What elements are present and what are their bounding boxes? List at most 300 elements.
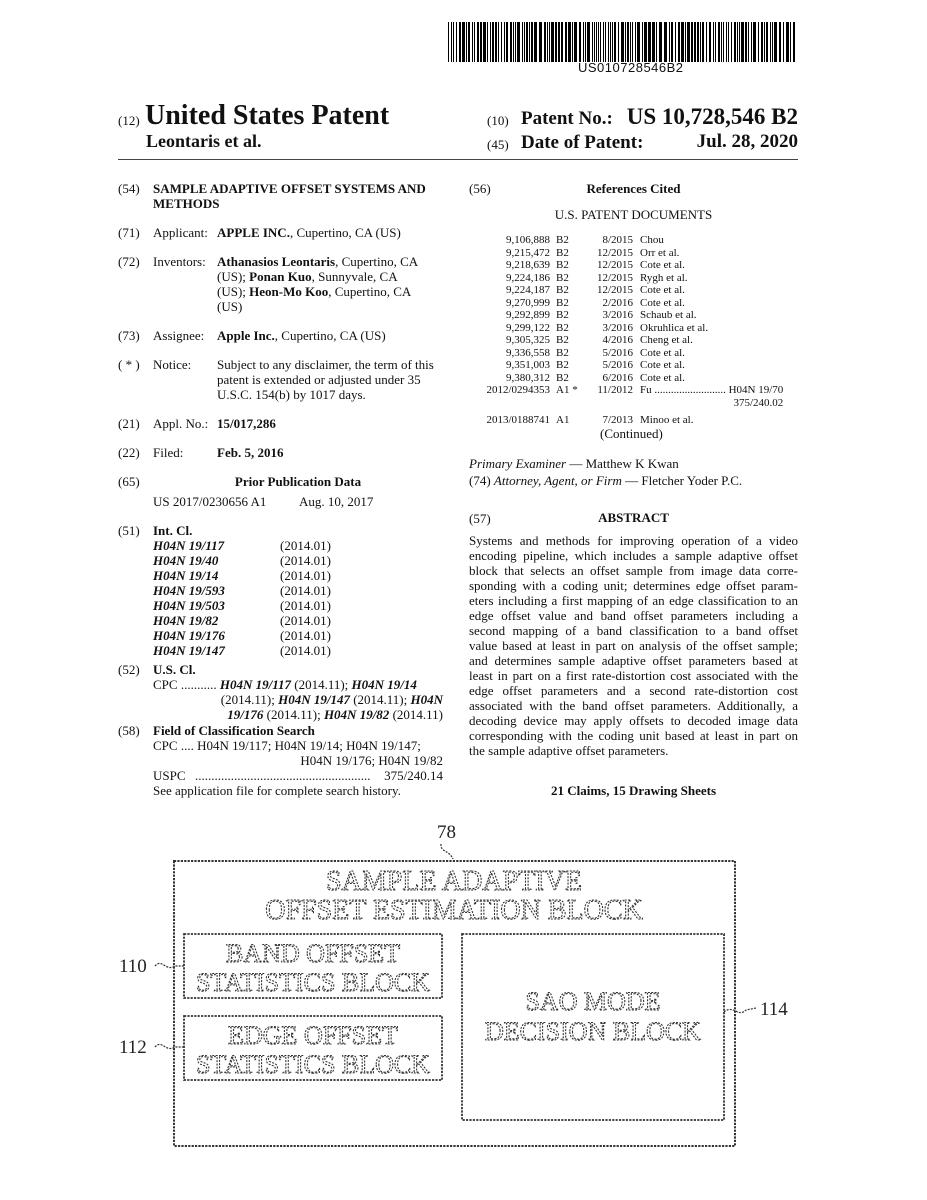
- prior-pub-heading: Prior Publication Data: [234, 474, 362, 489]
- code-57: (57): [469, 511, 491, 526]
- abstract-line: eters including a first mapping of an edge classification to an: [469, 593, 798, 608]
- applicant: [217, 225, 401, 240]
- reference-row: [469, 397, 783, 410]
- barcode-bar: [551, 22, 554, 62]
- barcode-bar: [487, 22, 488, 62]
- reference-name: Cote et al.: [640, 346, 685, 359]
- int-cl-row: [153, 613, 331, 628]
- abstract-line: edge offset value and band offset parameters including a: [469, 608, 798, 623]
- inventor-line-1: [217, 254, 418, 269]
- abstract-body: [469, 533, 798, 758]
- inventor-line-3: [217, 284, 411, 299]
- barcode-bar: [748, 22, 749, 62]
- barcode-bar: [774, 22, 777, 62]
- barcode-bar: [741, 22, 744, 62]
- reference-number: 2013/0188741: [486, 414, 550, 426]
- ref-114-label: 114: [760, 999, 788, 1020]
- reference-number: 9,299,122: [506, 321, 550, 334]
- reference-name: Cote et al.: [640, 259, 685, 271]
- reference-date: 11/2012: [597, 384, 633, 396]
- reference-date: [596, 397, 633, 410]
- barcode-bar: [764, 22, 765, 62]
- int-cl-version: (2014.01): [280, 643, 331, 658]
- assignee-location: , Cupertino, CA (US): [274, 328, 386, 343]
- reference-row: [469, 409, 783, 427]
- barcode-bar: [506, 22, 508, 62]
- reference-date: 6/2016: [602, 371, 633, 384]
- inventor-2-location: , Sunnyvale, CA: [311, 269, 398, 284]
- barcode-bar: [462, 22, 465, 62]
- barcode-bar: [648, 22, 651, 62]
- inventors-label: Inventors:: [153, 254, 206, 269]
- reference-kind: B2: [556, 334, 569, 346]
- abstract-line: corresponding with the coding unit based at least in part on: [469, 728, 798, 743]
- barcode-bar: [745, 22, 747, 62]
- reference-number: 9,224,186: [506, 271, 550, 284]
- reference-kind: B2: [556, 359, 569, 371]
- barcode-bar: [490, 22, 491, 62]
- code-45: (45): [487, 137, 509, 152]
- references-table: [469, 234, 783, 427]
- title-line-1: SAMPLE ADAPTIVE OFFSET SYSTEMS AND: [153, 181, 426, 196]
- reference-date: 4/2016: [602, 334, 633, 346]
- reference-row: [469, 359, 783, 372]
- leader-line-112: [155, 1044, 184, 1048]
- barcode-bar: [448, 22, 449, 62]
- barcode-bar: [547, 22, 548, 62]
- reference-name: Fu .......................... H04N 19/70: [640, 384, 784, 396]
- references-subheading: U.S. PATENT DOCUMENTS: [554, 207, 713, 222]
- examiner-label: Primary Examiner: [469, 456, 567, 471]
- abstract-line: block that selects an offset sample from image data corre-: [469, 563, 798, 578]
- edge-block-title-2: STATISTICS BLOCK: [195, 1050, 431, 1079]
- barcode-bar: [453, 22, 454, 62]
- reference-kind: [550, 397, 596, 410]
- inventor-2-prefix: (US);: [217, 269, 250, 284]
- int-cl-version: (2014.01): [280, 538, 331, 553]
- barcode-bar: [561, 22, 563, 62]
- ref-112-label: 112: [119, 1037, 147, 1058]
- barcode-bar: [715, 22, 716, 62]
- reference-kind: B2: [556, 284, 569, 296]
- barcode-bar: [625, 22, 626, 62]
- appl-no: 15/017,286: [217, 416, 276, 431]
- cpc-line-1: [153, 677, 443, 692]
- int-cl-code: H04N 19/14: [153, 568, 219, 583]
- barcode-bar: [671, 22, 673, 62]
- references-heading: References Cited: [586, 181, 681, 196]
- int-cl-code: H04N 19/147: [153, 643, 225, 658]
- barcode-bar: [721, 22, 722, 62]
- reference-number: [469, 397, 550, 410]
- cpc-line-2: [153, 692, 443, 707]
- barcode-bar: [697, 22, 699, 62]
- applicant-label: Applicant:: [153, 225, 208, 240]
- barcode-bar: [592, 22, 593, 62]
- reference-number: 9,351,003: [506, 359, 550, 371]
- barcode-bar: [608, 22, 609, 62]
- edge-block-title-1: EDGE OFFSET: [228, 1021, 398, 1050]
- abstract-line: encoding pipeline, which includes a sample adaptive offset: [469, 548, 798, 563]
- reference-date: 8/2015: [602, 234, 633, 246]
- barcode-bar: [466, 22, 467, 62]
- leader-line-114: [724, 1008, 756, 1013]
- abstract-heading: ABSTRACT: [598, 510, 669, 525]
- inventor-3-name: Heon-Mo Koo: [249, 284, 329, 299]
- document-type: United States Patent: [145, 100, 390, 131]
- cpc-line-3: [153, 707, 443, 722]
- barcode-bar: [501, 22, 502, 62]
- barcode-bar: [753, 22, 756, 62]
- int-cl-row: [153, 538, 331, 553]
- int-cl-row: [153, 643, 331, 658]
- barcode-bar: [644, 22, 647, 62]
- barcode-bar: [723, 22, 724, 62]
- inventor-2-name: Ponan Kuo: [249, 269, 312, 284]
- reference-row: [469, 259, 783, 272]
- notice-label: Notice:: [153, 357, 192, 372]
- notice-line-3: U.S.C. 154(b) by 1017 days.: [217, 387, 366, 402]
- references-continued: (Continued): [600, 426, 663, 441]
- cpc-version: (2014.11): [389, 707, 443, 722]
- barcode-bar: [492, 22, 494, 62]
- barcode-bar: [675, 22, 676, 62]
- reference-date: 2/2016: [602, 296, 633, 309]
- inventor-short: Leontaris et al.: [146, 131, 262, 151]
- reference-number: 9,380,312: [506, 371, 550, 384]
- int-cl-code: H04N 19/82: [153, 613, 219, 628]
- int-cl-code: H04N 19/176: [153, 628, 225, 643]
- reference-kind: A1 *: [556, 384, 578, 396]
- barcode-bar: [594, 22, 595, 62]
- claims-summary: 21 Claims, 15 Drawing Sheets: [550, 783, 717, 798]
- reference-name: Cote et al.: [640, 296, 685, 309]
- reference-name: Schaub et al.: [640, 309, 697, 321]
- barcode-bar: [456, 22, 457, 62]
- barcode-bar: [731, 22, 732, 62]
- reference-kind: B2: [556, 296, 569, 309]
- reference-date: 12/2015: [596, 246, 633, 259]
- barcode-bar: [728, 22, 729, 62]
- us-cl-heading: U.S. Cl.: [153, 662, 196, 677]
- leader-line-78: [441, 844, 453, 859]
- barcode-bar: [558, 22, 560, 62]
- abstract-line: sponding with a coding unit; determines edge offset param-: [469, 578, 798, 593]
- reference-row: [469, 322, 783, 335]
- int-cl-version: (2014.01): [280, 553, 331, 568]
- reference-kind: B2: [556, 246, 569, 259]
- cpc-label: CPC ...........: [153, 677, 217, 692]
- barcode-bar: [772, 22, 773, 62]
- reference-date: 3/2016: [602, 309, 633, 321]
- reference-number: 9,292,899: [506, 309, 550, 321]
- barcode-bar: [605, 22, 606, 62]
- barcode-bar: [498, 22, 499, 62]
- sao-block-title-2: DECISION BLOCK: [485, 1017, 701, 1046]
- reference-row: [469, 297, 783, 310]
- int-cl-code: H04N 19/117: [153, 538, 225, 553]
- barcode-bar: [770, 22, 771, 62]
- reference-number: 9,305,325: [506, 334, 550, 346]
- attorney-name: — Fletcher Yoder P.C.: [621, 473, 743, 488]
- barcode-bar: [632, 22, 633, 62]
- barcode-bar: [574, 22, 577, 62]
- uspc-leader: ......................................................: [195, 768, 371, 783]
- barcode-bar: [515, 22, 516, 62]
- reference-name: Rygh et al.: [640, 271, 688, 284]
- reference-row: [469, 284, 783, 297]
- barcode-bar: [483, 22, 486, 62]
- cpc-code: H04N 19/147: [278, 692, 350, 707]
- int-cl-version: (2014.01): [280, 568, 331, 583]
- prior-pub-number: US 2017/0230656 A1: [153, 494, 267, 509]
- barcode-bar: [522, 22, 523, 62]
- barcode-bar: [583, 22, 584, 62]
- barcode-bar: [618, 22, 619, 62]
- barcode-bar: [635, 22, 636, 62]
- int-cl-version: (2014.01): [280, 598, 331, 613]
- field-cpc-line-2: H04N 19/176; H04N 19/82: [300, 753, 443, 768]
- barcode-bar: [555, 22, 557, 62]
- barcode-bar: [737, 22, 738, 62]
- barcode-bar: [766, 22, 768, 62]
- cpc-code: H04N 19/14: [351, 677, 417, 692]
- barcode-bar: [642, 22, 643, 62]
- barcode-bar: [451, 22, 452, 62]
- int-cl-heading: Int. Cl.: [153, 523, 193, 538]
- band-block-title-2: STATISTICS BLOCK: [195, 968, 431, 997]
- kind-code-12: (12): [118, 113, 140, 128]
- attorney-label: Attorney, Agent, or Firm: [493, 473, 622, 488]
- reference-row: [469, 334, 783, 347]
- int-cl-code: H04N 19/503: [153, 598, 225, 613]
- code-65: (65): [118, 474, 140, 489]
- cpc-code: H04N: [410, 692, 443, 707]
- prior-pub-date: Aug. 10, 2017: [299, 494, 374, 509]
- date-of-patent: Jul. 28, 2020: [696, 131, 798, 152]
- band-block-title-1: BAND OFFSET: [225, 939, 401, 968]
- barcode-bar: [790, 22, 791, 62]
- notice-line-2: patent is extended or adjusted under 35: [217, 372, 421, 387]
- abstract-line: the sample adaptive offset parameters.: [469, 743, 669, 758]
- barcode-bar: [568, 22, 571, 62]
- barcode-bar: [726, 22, 727, 62]
- reference-number: 9,270,999: [506, 296, 550, 309]
- barcode-bar: [549, 22, 550, 62]
- examiner-name: — Matthew K Kwan: [566, 456, 679, 471]
- reference-kind: B2: [556, 259, 569, 271]
- abstract-line: decoding device may apply offsets to decoded image data: [469, 713, 798, 728]
- inventor-3-location: , Cupertino, CA: [328, 284, 412, 299]
- reference-number: 9,218,639: [506, 259, 550, 271]
- filed-date: Feb. 5, 2016: [217, 445, 284, 460]
- reference-date: 5/2016: [602, 359, 633, 371]
- assignee-label: Assignee:: [153, 328, 205, 343]
- assignee: [217, 328, 386, 343]
- barcode-bar: [779, 22, 781, 62]
- applicant-name: APPLE INC.: [217, 225, 290, 240]
- reference-kind: B2: [556, 346, 569, 359]
- barcode-bar: [614, 22, 616, 62]
- appl-no-label: Appl. No.:: [153, 416, 209, 431]
- applicant-location: , Cupertino, CA (US): [289, 225, 401, 240]
- code-21: (21): [118, 416, 140, 431]
- header-rule: [118, 159, 798, 160]
- abstract-line: associated with the band offset parameters. Additionally, a: [469, 698, 798, 713]
- barcode-bar: [510, 22, 512, 62]
- barcode-bar: [468, 22, 470, 62]
- int-cl-row: [153, 553, 331, 568]
- int-cl-row: [153, 568, 331, 583]
- barcode-bar: [477, 22, 479, 62]
- barcode-bar: [691, 22, 693, 62]
- barcode-bar: [783, 22, 784, 62]
- int-cl-row: [153, 583, 331, 598]
- barcode-bar: [539, 22, 542, 62]
- barcode-bar: [713, 22, 714, 62]
- int-cl-code: H04N 19/593: [153, 583, 225, 598]
- inventor-line-4: (US): [217, 299, 243, 314]
- reference-kind: A1: [556, 414, 570, 426]
- reference-number: 9,336,558: [506, 346, 550, 359]
- barcode-bar: [531, 22, 533, 62]
- barcode-bar: [706, 22, 707, 62]
- barcode: [448, 22, 798, 62]
- barcode-bar: [685, 22, 686, 62]
- barcode-bar: [472, 22, 473, 62]
- date-of-patent-label: Date of Patent:: [521, 132, 644, 153]
- abstract-line: value based at least in part on analysis of the offset sample;: [469, 638, 798, 653]
- reference-date: 12/2015: [596, 284, 633, 296]
- barcode-bar: [495, 22, 497, 62]
- code-54: (54): [118, 181, 140, 196]
- barcode-bar: [603, 22, 604, 62]
- barcode-bar: [758, 22, 759, 62]
- barcode-bar: [652, 22, 655, 62]
- barcode-bar: [587, 22, 590, 62]
- inventor-1-location: , Cupertino, CA: [335, 254, 419, 269]
- code-73: (73): [118, 328, 140, 343]
- reference-row: [469, 372, 783, 385]
- code-51: (51): [118, 523, 140, 538]
- uspc-value: 375/240.14: [384, 768, 443, 783]
- attorney: [469, 473, 742, 488]
- reference-name: Okruhlica et al.: [640, 321, 709, 334]
- outer-block-title-1: SAMPLE ADAPTIVE: [326, 866, 582, 897]
- barcode-bar: [659, 22, 662, 62]
- int-cl-code: H04N 19/40: [153, 553, 219, 568]
- barcode-bar: [637, 22, 640, 62]
- title-line-2: METHODS: [153, 196, 220, 211]
- reference-number: 9,215,472: [506, 246, 550, 259]
- barcode-bar: [709, 22, 711, 62]
- reference-row: [469, 384, 783, 397]
- leader-line-110: [155, 963, 184, 967]
- barcode-bar: [598, 22, 599, 62]
- reference-name: Chou: [640, 234, 664, 246]
- see-application: See application file for complete search history.: [153, 783, 401, 798]
- abstract-line: Systems and methods for improving operation of a video: [469, 533, 798, 548]
- reference-date: 3/2016: [602, 321, 633, 334]
- cpc-version: (2014.11);: [263, 707, 324, 722]
- reference-row: [469, 309, 783, 322]
- uspc-label: USPC: [153, 768, 186, 783]
- barcode-bar: [459, 22, 461, 62]
- barcode-bar: [596, 22, 597, 62]
- reference-kind: B2: [556, 309, 569, 321]
- barcode-bar: [793, 22, 795, 62]
- reference-date: 12/2015: [596, 271, 633, 284]
- barcode-bar: [687, 22, 690, 62]
- reference-kind: B2: [556, 234, 569, 246]
- patent-number: US 10,728,546 B2: [626, 104, 798, 129]
- abstract-line: second mapping of a band classification to a band offset: [469, 623, 798, 638]
- reference-kind: B2: [556, 371, 569, 384]
- barcode-bar: [517, 22, 520, 62]
- barcode-bar: [621, 22, 624, 62]
- code-notice: ( * ): [118, 357, 140, 372]
- barcode-bar: [585, 22, 586, 62]
- barcode-bar: [610, 22, 611, 62]
- reference-row: [469, 272, 783, 285]
- reference-name: Cheng et al.: [640, 334, 693, 346]
- barcode-bar: [678, 22, 680, 62]
- cpc-version: (2014.11);: [220, 692, 279, 707]
- barcode-bar: [627, 22, 629, 62]
- primary-examiner: [469, 456, 679, 471]
- field-cpc-line-1: CPC .... H04N 19/117; H04N 19/14; H04N 19/147;: [153, 738, 421, 753]
- int-cl-row: [153, 598, 331, 613]
- code-58: (58): [118, 723, 140, 738]
- cpc-code: 19/176: [227, 707, 264, 722]
- int-cl-version: (2014.01): [280, 628, 331, 643]
- representative-figure: [0, 810, 927, 1190]
- reference-date: 7/2013: [602, 414, 633, 426]
- barcode-bar: [734, 22, 736, 62]
- abstract-line: and determines sample adaptive offset parameters based at: [469, 653, 798, 668]
- reference-name: Cote et al.: [640, 359, 685, 371]
- reference-number: 9,106,888: [506, 234, 550, 246]
- reference-name: Minoo et al.: [640, 414, 694, 426]
- barcode-bar: [751, 22, 752, 62]
- reference-name: 375/240.02: [733, 396, 784, 409]
- field-search-heading: Field of Classification Search: [153, 723, 315, 738]
- barcode-bar: [504, 22, 505, 62]
- int-cl-table: [153, 538, 331, 658]
- ref-110-label: 110: [119, 956, 147, 977]
- barcode-bar: [544, 22, 546, 62]
- barcode-bar: [526, 22, 528, 62]
- barcode-bar: [761, 22, 763, 62]
- barcode-bar: [565, 22, 567, 62]
- reference-kind: B2: [556, 271, 569, 284]
- code-72: (72): [118, 254, 140, 269]
- int-cl-version: (2014.01): [280, 613, 331, 628]
- cpc-version: (2014.11);: [290, 677, 352, 692]
- cpc-version: (2014.11);: [349, 692, 411, 707]
- barcode-bar: [513, 22, 514, 62]
- barcode-bar: [669, 22, 670, 62]
- barcode-bar: [681, 22, 684, 62]
- int-cl-version: (2014.01): [280, 583, 331, 598]
- cpc-code: H04N 19/117: [219, 677, 291, 692]
- barcode-bar: [700, 22, 701, 62]
- assignee-name: Apple Inc.: [217, 328, 275, 343]
- reference-kind: B2: [556, 321, 569, 334]
- barcode-bar: [718, 22, 720, 62]
- barcode-bar: [572, 22, 573, 62]
- barcode-bar: [656, 22, 657, 62]
